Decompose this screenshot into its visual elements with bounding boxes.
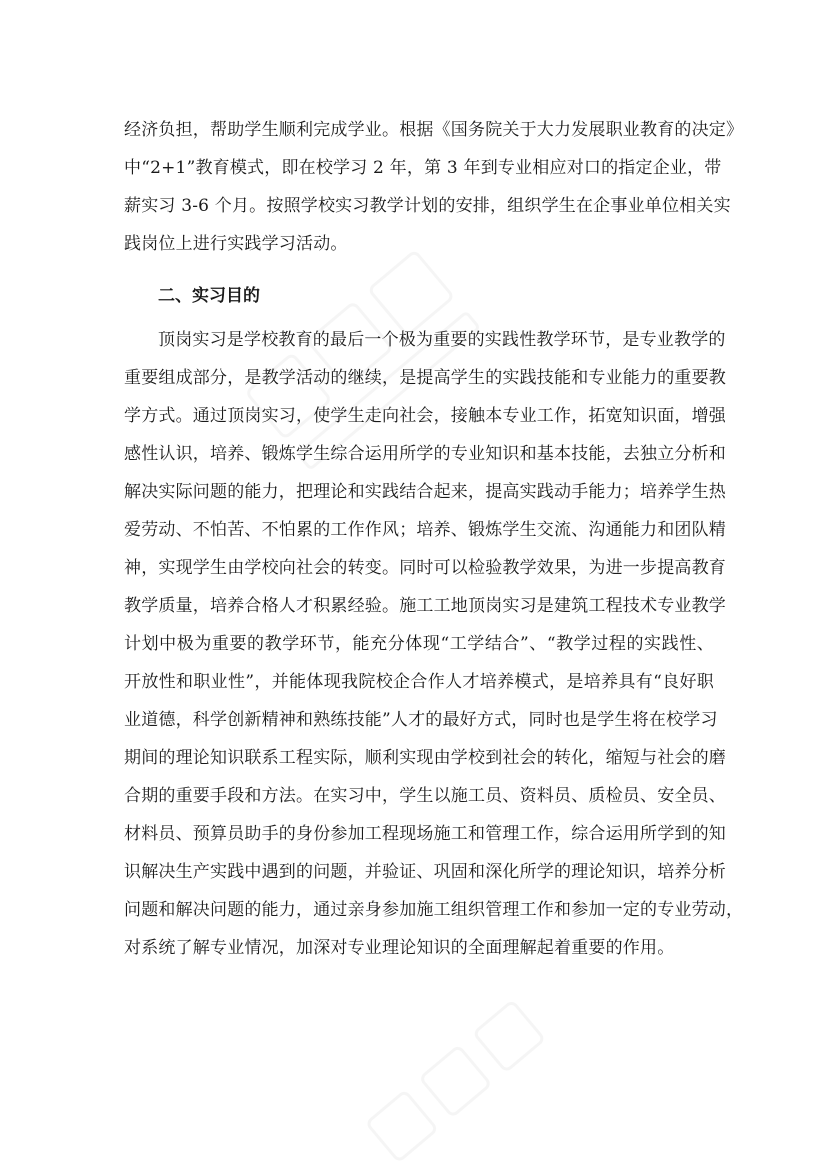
paragraph-2-line-12: 期间的理论知识联系工程实际，顺利实现由学校到社会的转化，缩短与社会的磨: [124, 748, 726, 768]
paragraph-2-line-3: 学方式。通过顶岗实习，使学生走向社会，接触本专业工作，拓宽知识面，增强: [124, 406, 726, 426]
paragraph-1-line-2: 中“2+1”教育模式，即在校学习 2 年，第 3 年到专业相应对口的指定企业，带: [124, 158, 722, 178]
section-heading: 二、实习目的: [158, 286, 260, 306]
paragraph-2-line-1: 顶岗实习是学校教育的最后一个极为重要的实践性教学环节，是专业教学的: [158, 330, 726, 350]
paragraph-2-line-15: 识解决生产实践中遇到的问题，并验证、巩固和深化所学的理论知识，培养分析: [124, 862, 726, 882]
paragraph-2-line-6: 爱劳动、不怕苦、不怕累的工作作风；培养、锻炼学生交流、沟通能力和团队精: [124, 520, 726, 540]
paragraph-2-line-4: 感性认识，培养、锻炼学生综合运用所学的专业知识和基本技能，去独立分析和: [124, 444, 726, 464]
paragraph-2-line-2: 重要组成部分，是教学活动的继续，是提高学生的实践技能和专业能力的重要教: [124, 368, 726, 388]
paragraph-1-line-4: 践岗位上进行实践学习活动。: [124, 234, 348, 254]
paragraph-1-line-3: 薪实习 3-6 个月。按照学校实习教学计划的安排，组织学生在企事业单位相关实: [124, 196, 731, 216]
paragraph-2-line-13: 合期的重要手段和方法。在实习中，学生以施工员、资料员、质检员、安全员、: [124, 786, 726, 806]
paragraph-1-line-1: 经济负担，帮助学生顺利完成学业。根据《国务院关于大力发展职业教育的决定》: [124, 120, 744, 140]
paragraph-2-line-10: 开放性和职业性”，并能体现我院校企合作人才培养模式，是培养具有“良好职: [124, 672, 714, 692]
paragraph-2-line-14: 材料员、预算员助手的身份参加工程现场施工和管理工作，综合运用所学到的知: [124, 824, 726, 844]
paragraph-2-line-16: 问题和解决问题的能力，通过亲身参加施工组织管理工作和参加一定的专业劳动，: [124, 900, 744, 920]
paragraph-2-line-7: 神，实现学生由学校向社会的转变。同时可以检验教学效果，为进一步提高教育: [124, 558, 726, 578]
paragraph-2-line-11: 业道德，科学创新精神和熟练技能”人才的最好方式，同时也是学生将在校学习: [124, 710, 718, 730]
paragraph-2-line-9: 计划中极为重要的教学环节，能充分体现“工学结合”、“教学过程的实践性、: [124, 634, 714, 654]
paragraph-2-line-5: 解决实际问题的能力，把理论和实践结合起来，提高实践动手能力；培养学生热: [124, 482, 726, 502]
paragraph-2-line-17: 对系统了解专业情况，加深对专业理论知识的全面理解起着重要的作用。: [124, 938, 675, 958]
paragraph-2-line-8: 教学质量，培养合格人才积累经验。施工工地顶岗实习是建筑工程技术专业教学: [124, 596, 726, 616]
